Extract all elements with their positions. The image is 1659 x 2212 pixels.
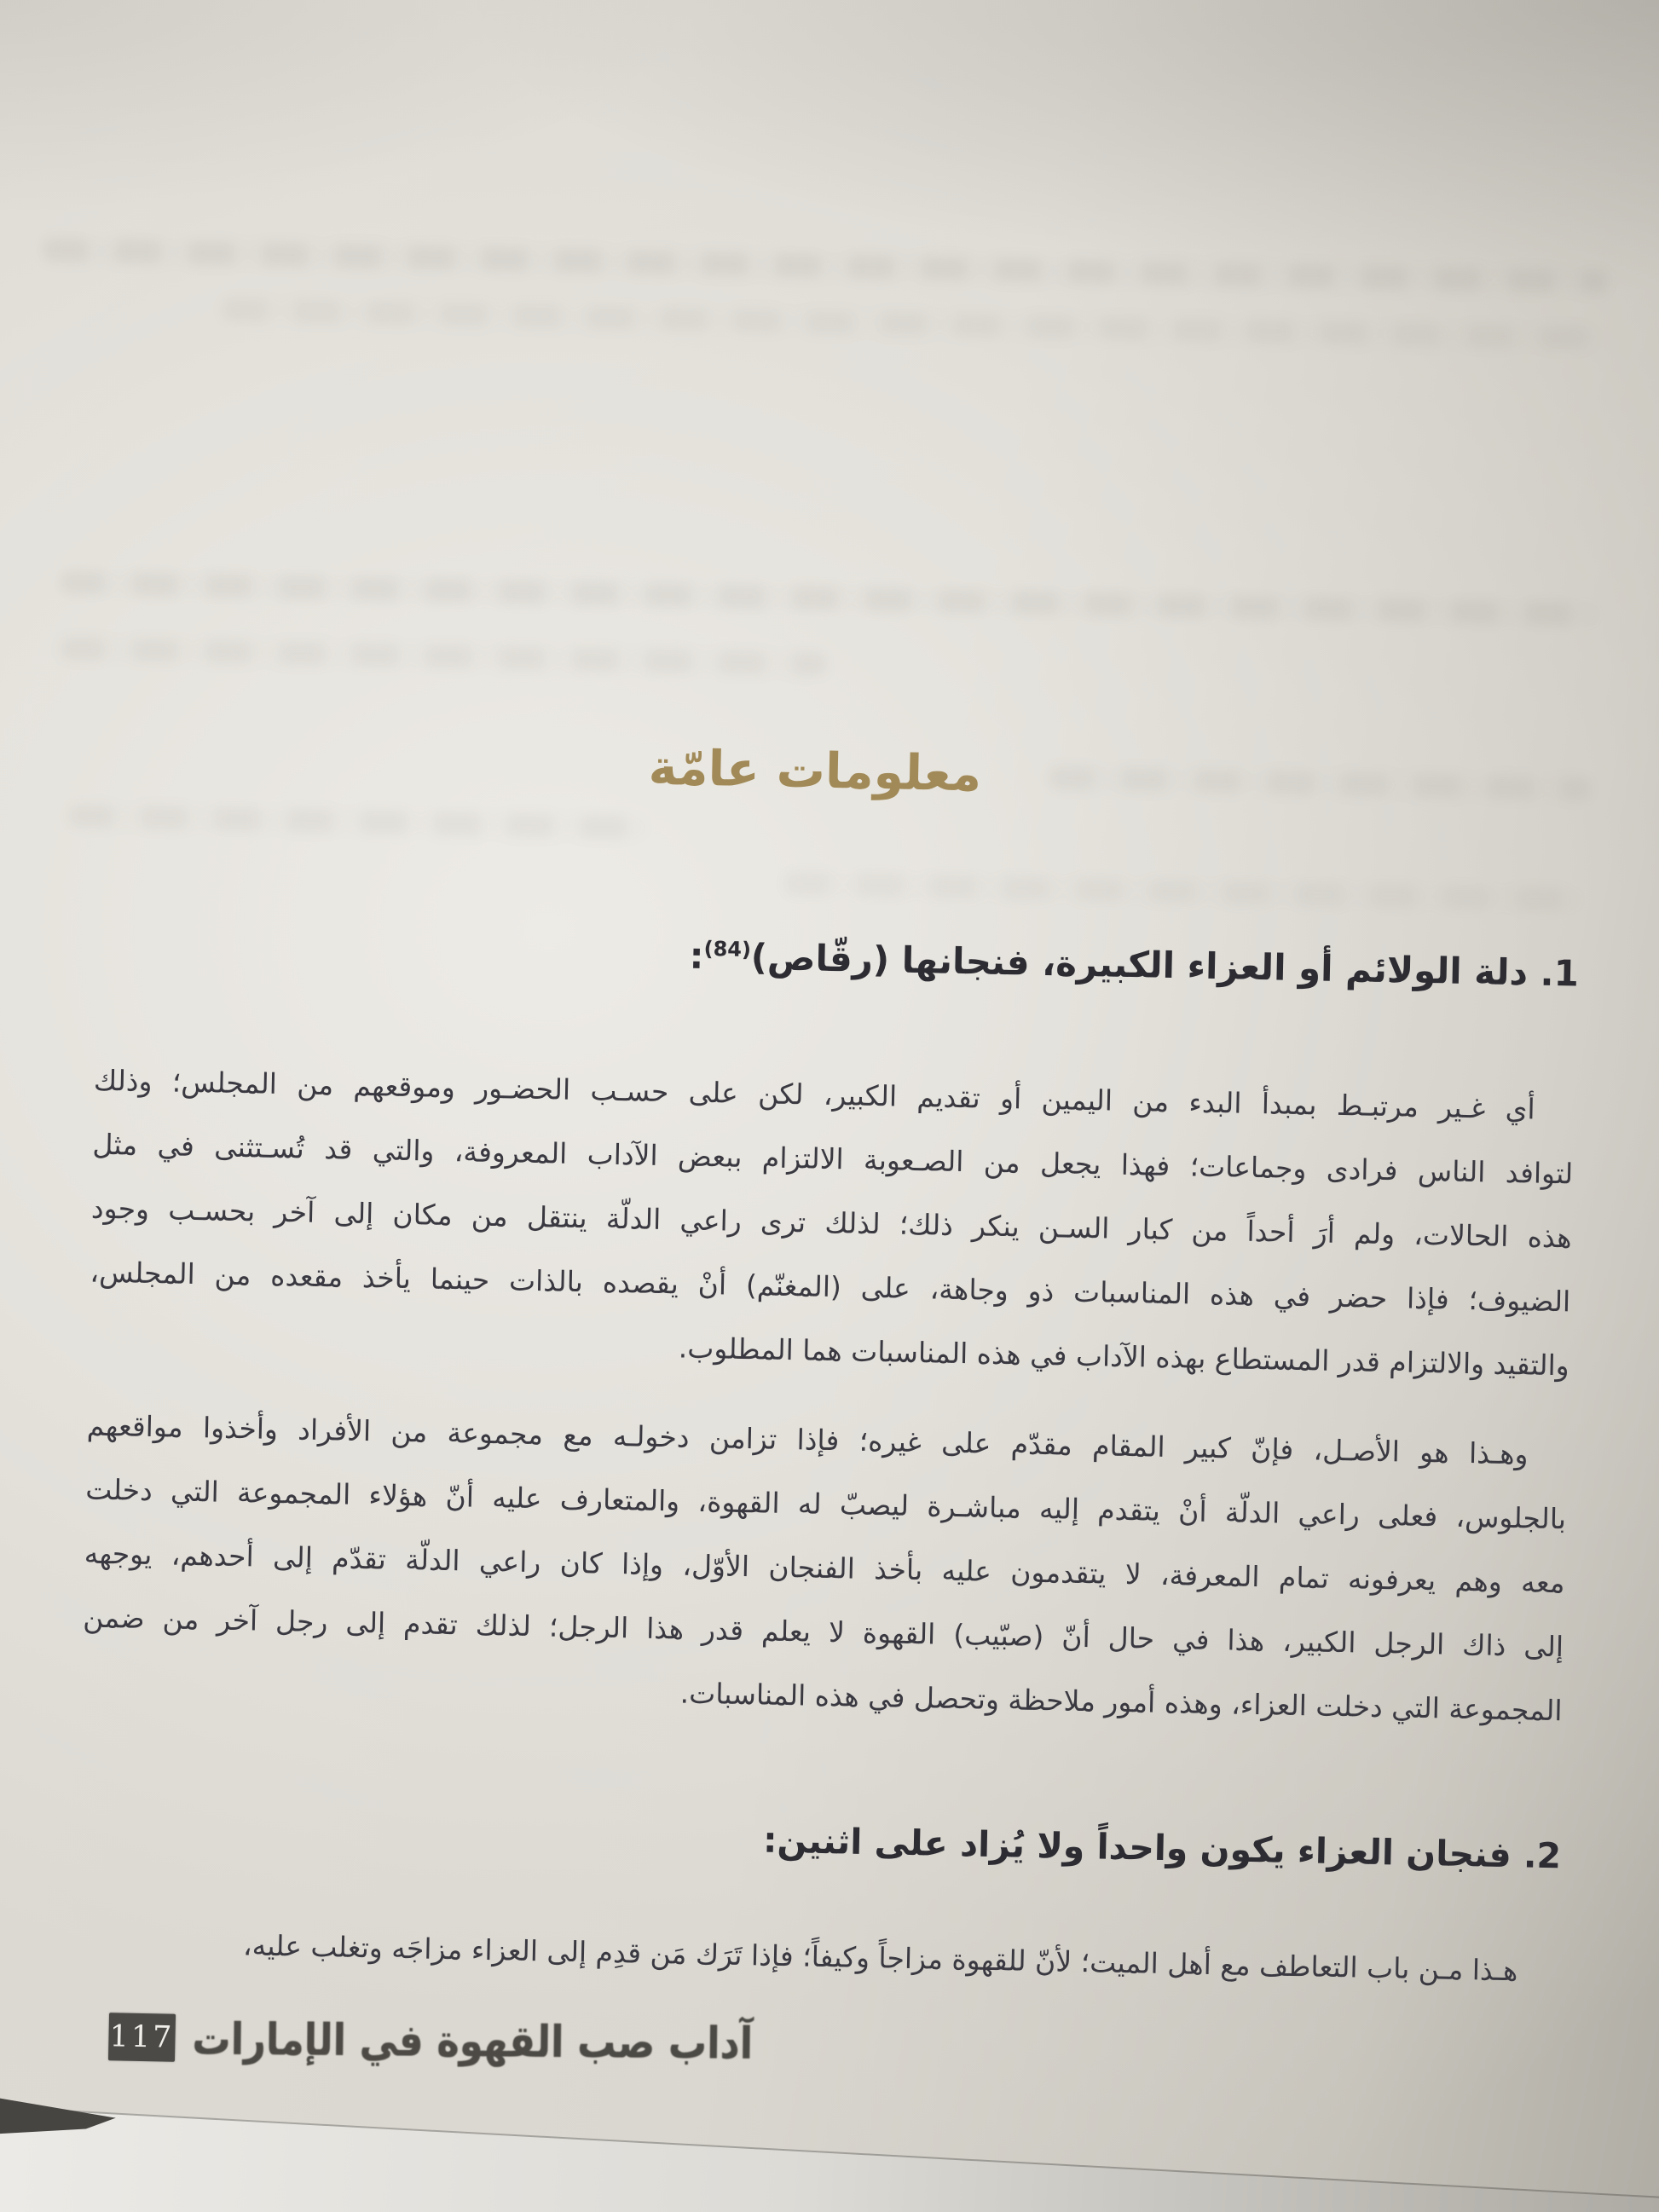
text-line: وهـذا هو الأصـل، فإنّ كبير المقام مقدّم على غيره؛ فإذا تزامن دخولـه مع مجموعة من الأفراد وأخذوا مواقعهم	[86, 1408, 1529, 1471]
text-line: أي غـير مرتبـط بمبدأ البدء من اليمين أو تقديم الكبير، لكن على حسـب الحضـور وموقعهم من المجلس؛ وذلك	[93, 1063, 1536, 1126]
text-line: هـذا مـن باب التعاطف مع أهل الميت؛ لأنّ للقهوة مزاجاً وكيفاً؛ فإذا تَرَك مَن قدِم إلى العزاء مزاجَه وتغلب عليه،	[242, 1928, 1518, 1988]
text-line: المجموعة التي دخلت العزاء، وهذه أمور ملاحظة وتحصل في هذه المناسبات.	[679, 1676, 1563, 1728]
text-line: لتوافد الناس فرادى وجماعات؛ فهذا يجعل من الصـعوبة الالتزام ببعض الآداب المعروفة، والتي قد تُسـتثنى في مثل	[92, 1127, 1574, 1191]
text-line: هذه الحالات، ولم أرَ أحداً من كبار السـن ينكر ذلك؛ لذلك ترى راعي الدلّة ينتقل من مكان إلى آخر بحسـب وجود	[90, 1191, 1573, 1255]
book-title-calligraphy: آداب صب القهوة في الإمارات	[192, 2012, 754, 2069]
heading-1-colon: :	[689, 934, 705, 977]
text-line: إلى ذاك الرجل الكبير، هذا في حال أنّ (صبّيب) القهوة لا يعلم قدر هذا الرجل؛ لذلك تقدم إلى رجل آخر من ضمن	[83, 1600, 1564, 1664]
text-line: معه وهم يعرفونه تمام المعرفة، لا يتقدمون عليه بأخذ الفنجان الأوّل، وإذا كان راعي الدلّة تقدّم إلى أحدهم، يوجهه	[84, 1536, 1565, 1600]
page-title: معلومات عامّة	[648, 739, 982, 803]
page-number-badge: 117	[108, 2013, 176, 2062]
heading-1	[95, 923, 1580, 995]
heading-2: 2. فنجان العزاء يكون واحداً ولا يُزاد على اثنين:	[762, 1819, 1562, 1877]
text-line: والتقيد والالتزام قدر المستطاع بهذه الآداب في هذه المناسبات هما المطلوب.	[678, 1331, 1570, 1383]
paragraph-1	[88, 1048, 1575, 1398]
heading-1-text: 1. دلة الولائم أو العزاء الكبيرة، فنجانها (رقّاص)	[750, 936, 1580, 995]
text-line: بالجلوس، فعلى راعي الدلّة أنْ يتقدم إليه مباشـرة ليصبّ له القهوة، والمتعارف عليه أنّ هؤلاء المجموعة التي دخلت	[85, 1472, 1567, 1536]
page-content	[70, 0, 1598, 2212]
footnote-ref: (84)	[703, 936, 752, 962]
page-footer	[108, 2013, 754, 2073]
paragraph-2	[81, 1394, 1568, 1743]
paragraph-3	[76, 1909, 1558, 2003]
text-line: الضيوف؛ فإذا حضر في هذه المناسبات ذو وجاهة، على (المغنّم) أنْ يقصده بالذات حينما يأخذ مقعده من المجلس،	[90, 1255, 1571, 1319]
